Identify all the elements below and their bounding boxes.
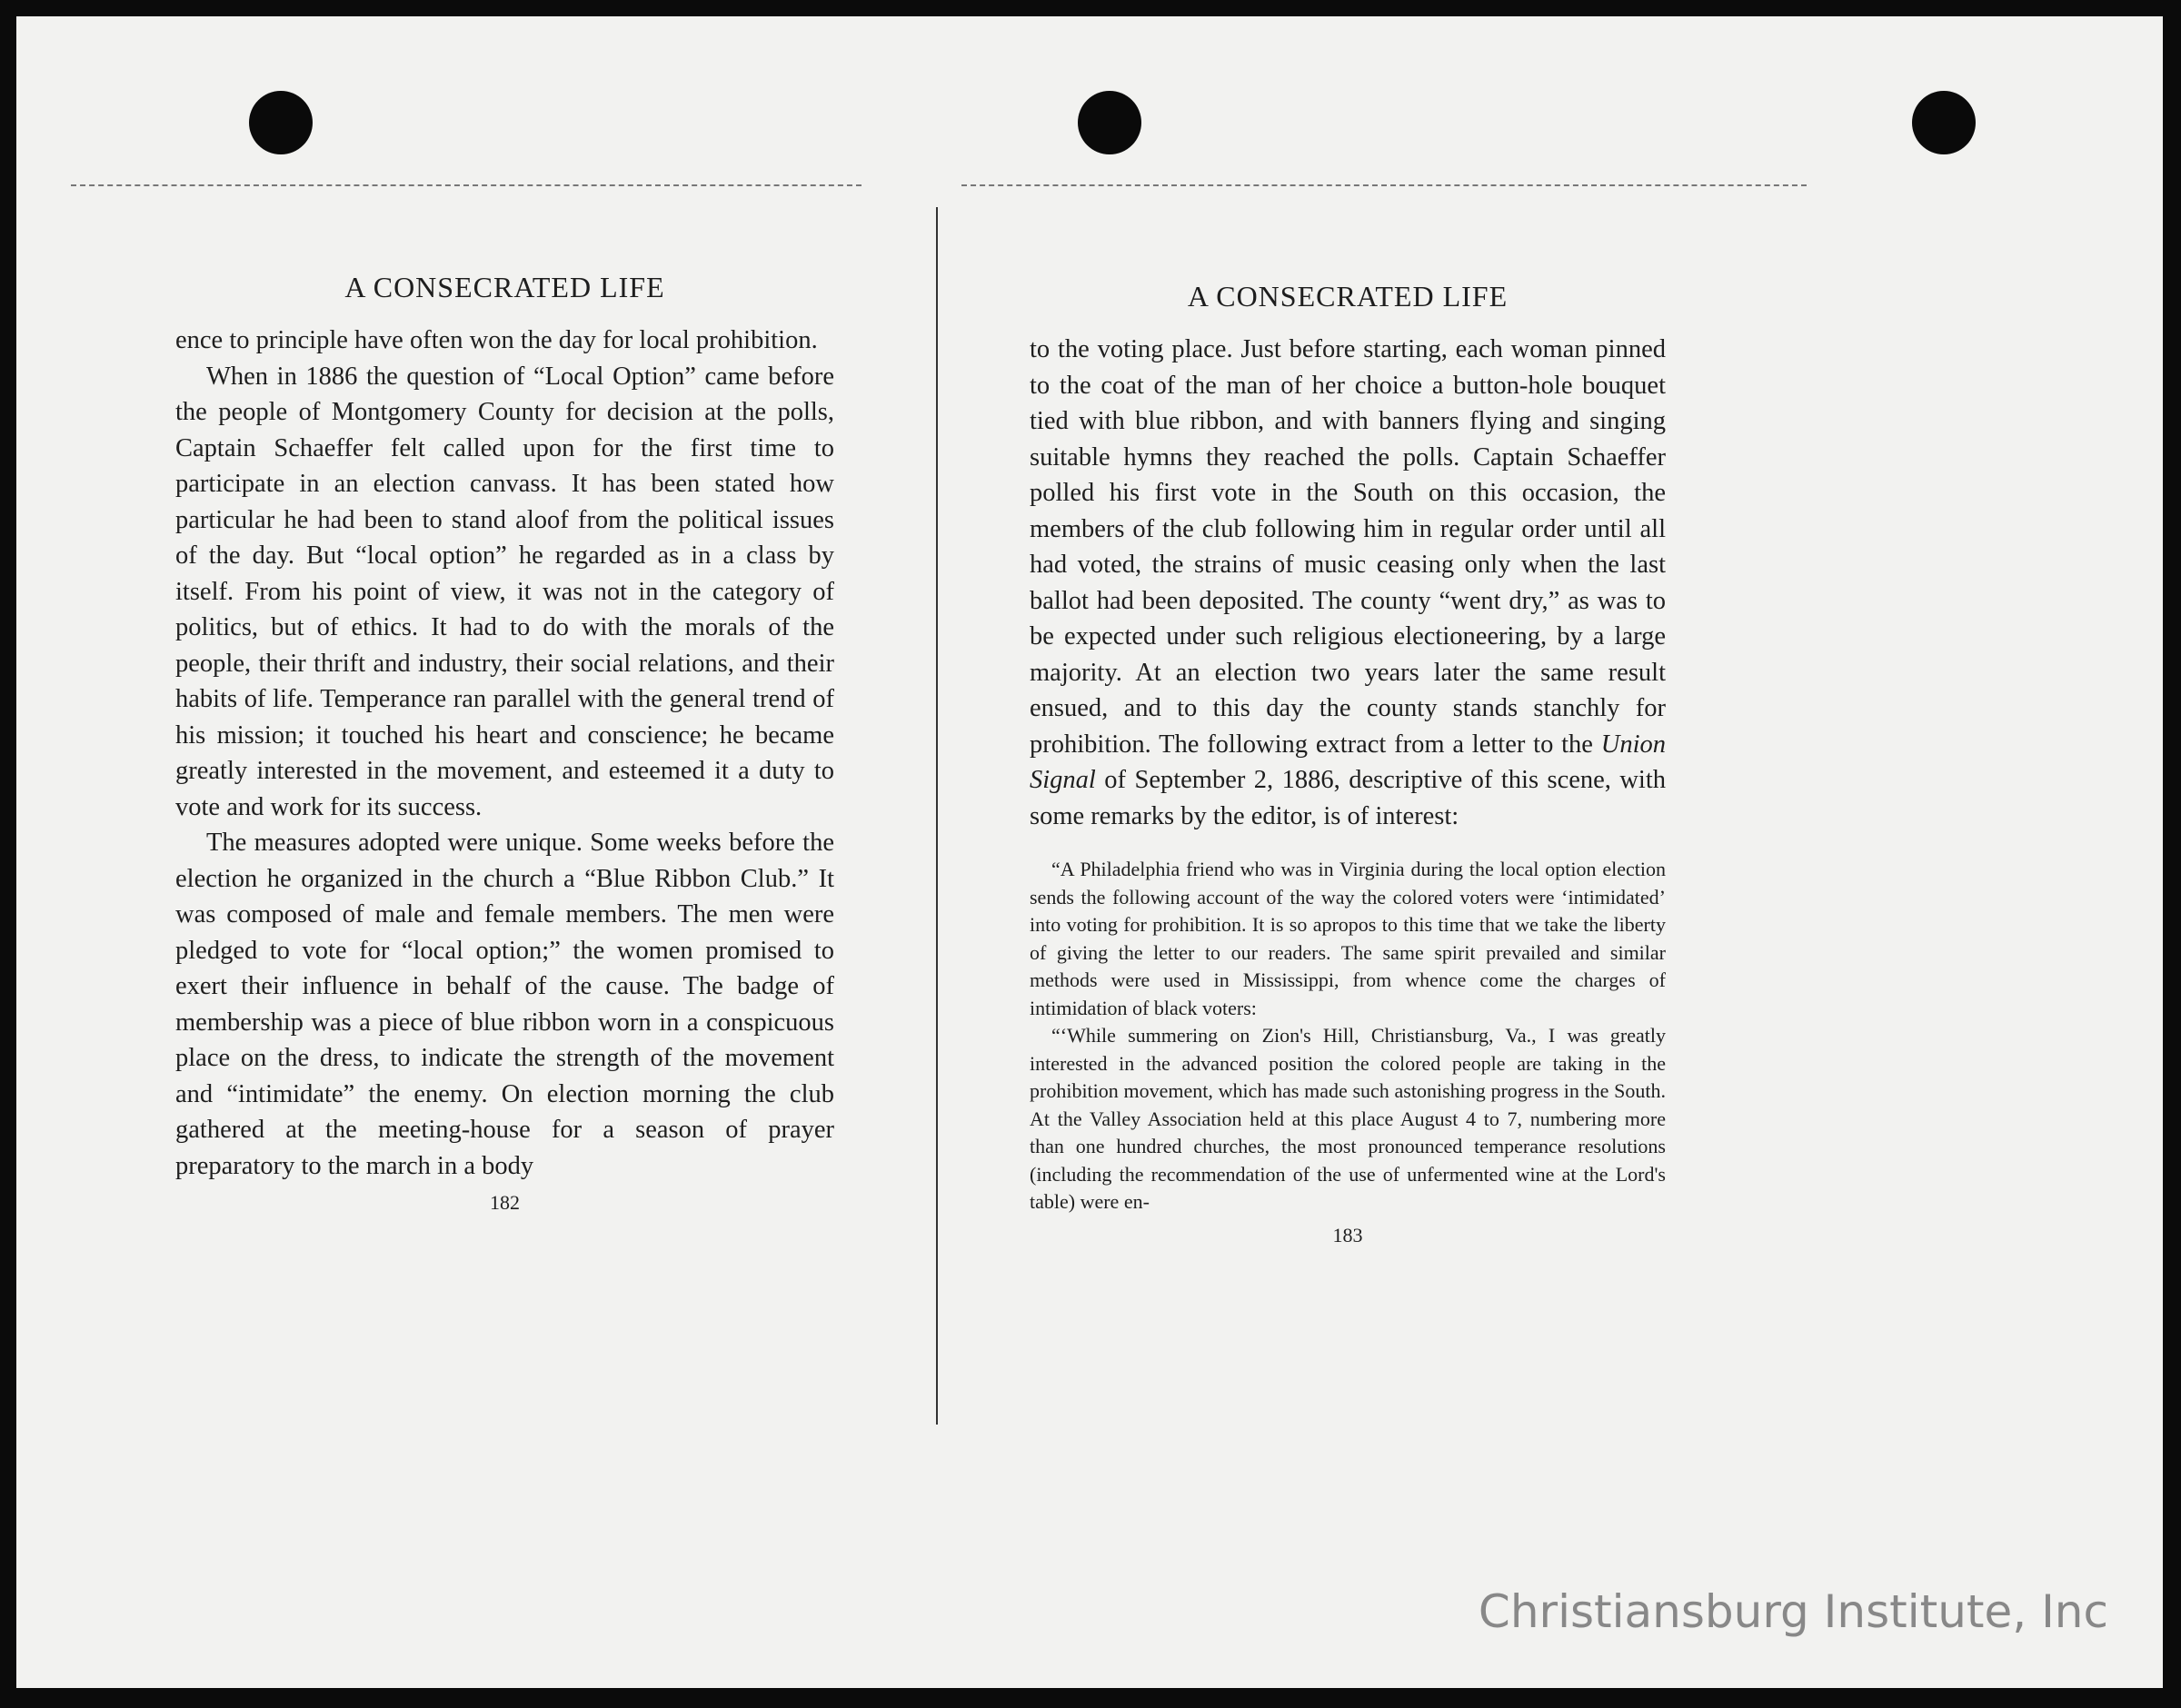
- periodical-title: Union Signal: [1030, 730, 1667, 794]
- watermark: Christiansburg Institute, Inc: [1478, 1585, 2108, 1638]
- running-head: A CONSECRATED LIFE: [344, 271, 665, 303]
- left-page: [175, 271, 834, 1215]
- paragraph: ence to principle have often won the day for local prohibition.: [175, 326, 818, 354]
- trim-line-right: [961, 184, 1807, 186]
- block-quote: [1030, 856, 1666, 1216]
- page-number: 183: [1332, 1223, 1363, 1246]
- paragraph: When in 1886 the question of “Local Option” came before the people of Montgomery County for decision at the polls, Captain Schaeffer felt called upon for the first time to participate in an election canvass. It has been stated how particular he had been to stand aloof from the political issues of the day. But “local option” he regarded as in a class by itself. From his point of view, it was not in the category of politics, but of ethics. It had to do with the morals of the people, their thrift and industry, their social relations, and their habits of life. Temperance ran parallel with the general trend of his mission; it touched his heart and conscience; he became greatly interested in the movement, and esteemed it a duty to vote and work for its success.: [175, 362, 834, 821]
- body-text: [1030, 332, 1666, 834]
- paragraph: The measures adopted were unique. Some weeks before the election he organized in the church a “Blue Ribbon Club.” It was composed of male and female members. The men were pledged to vote for “local option;” the women promised to exert their influence in behalf of the cause. The badge of membership was a piece of blue ribbon worn in a conspicuous place on the dress, to indicate the strength of the movement and “intimidate” the enemy. On election morning the club gathered at the meeting-house for a season of prayer preparatory to the march in a body: [175, 829, 834, 1180]
- trim-line-left: [71, 184, 861, 186]
- page-gutter: [936, 207, 938, 1425]
- right-page: [1030, 280, 1666, 1247]
- page-number: 182: [490, 1191, 520, 1214]
- paragraph-text: of September 2, 1886, descriptive of this scene, with some remarks by the editor, is of interest:: [1030, 766, 1667, 830]
- punch-hole-center: [1078, 91, 1141, 154]
- punch-hole-left: [249, 91, 313, 154]
- quote-paragraph: “‘While summering on Zion's Hill, Christiansburg, Va., I was greatly interested in the advanced position the colored people are taking in the prohibition movement, which has made such astonishing progress in the South. At the Valley Association held at this place August 4 to 7, numbering more than one hundred churches, the most pronounced temperance resolutions (including the recommendation of the use of unfermented wine at the Lord's table) were en-: [1030, 1024, 1666, 1213]
- body-text: [175, 323, 834, 1184]
- scanned-sheet: [16, 16, 2163, 1688]
- paragraph: [1030, 332, 1666, 834]
- running-head: A CONSECRATED LIFE: [1187, 280, 1509, 313]
- paragraph-text: to the voting place. Just before starting, each woman pinned to the coat of the man of her choice a button-hole bouquet tied with blue ribbon, and with banners flying and singing suitable hymns they reached the polls. Captain Schaeffer polled his first vote in the South on this occasion, the members of the club following him in regular order until all had voted, the strains of music ceasing only when the last ballot had been deposited. The county “went dry,” as was to be expected under such religious electioneering, by a large majority. At an election two years later the same result ensued, and to this day the county stands stanchly for prohibition. The following extract from a letter to the: [1030, 335, 1666, 759]
- quote-paragraph: “A Philadelphia friend who was in Virginia during the local option election sends the following account of the way the colored voters were ‘intimidated’ into voting for prohibition. It is so apropos to this time that we take the liberty of giving the letter to our readers. The same spirit prevailed and similar methods were used in Mississippi, from whence come the charges of intimidation of black voters:: [1030, 858, 1666, 1019]
- punch-hole-right: [1912, 91, 1976, 154]
